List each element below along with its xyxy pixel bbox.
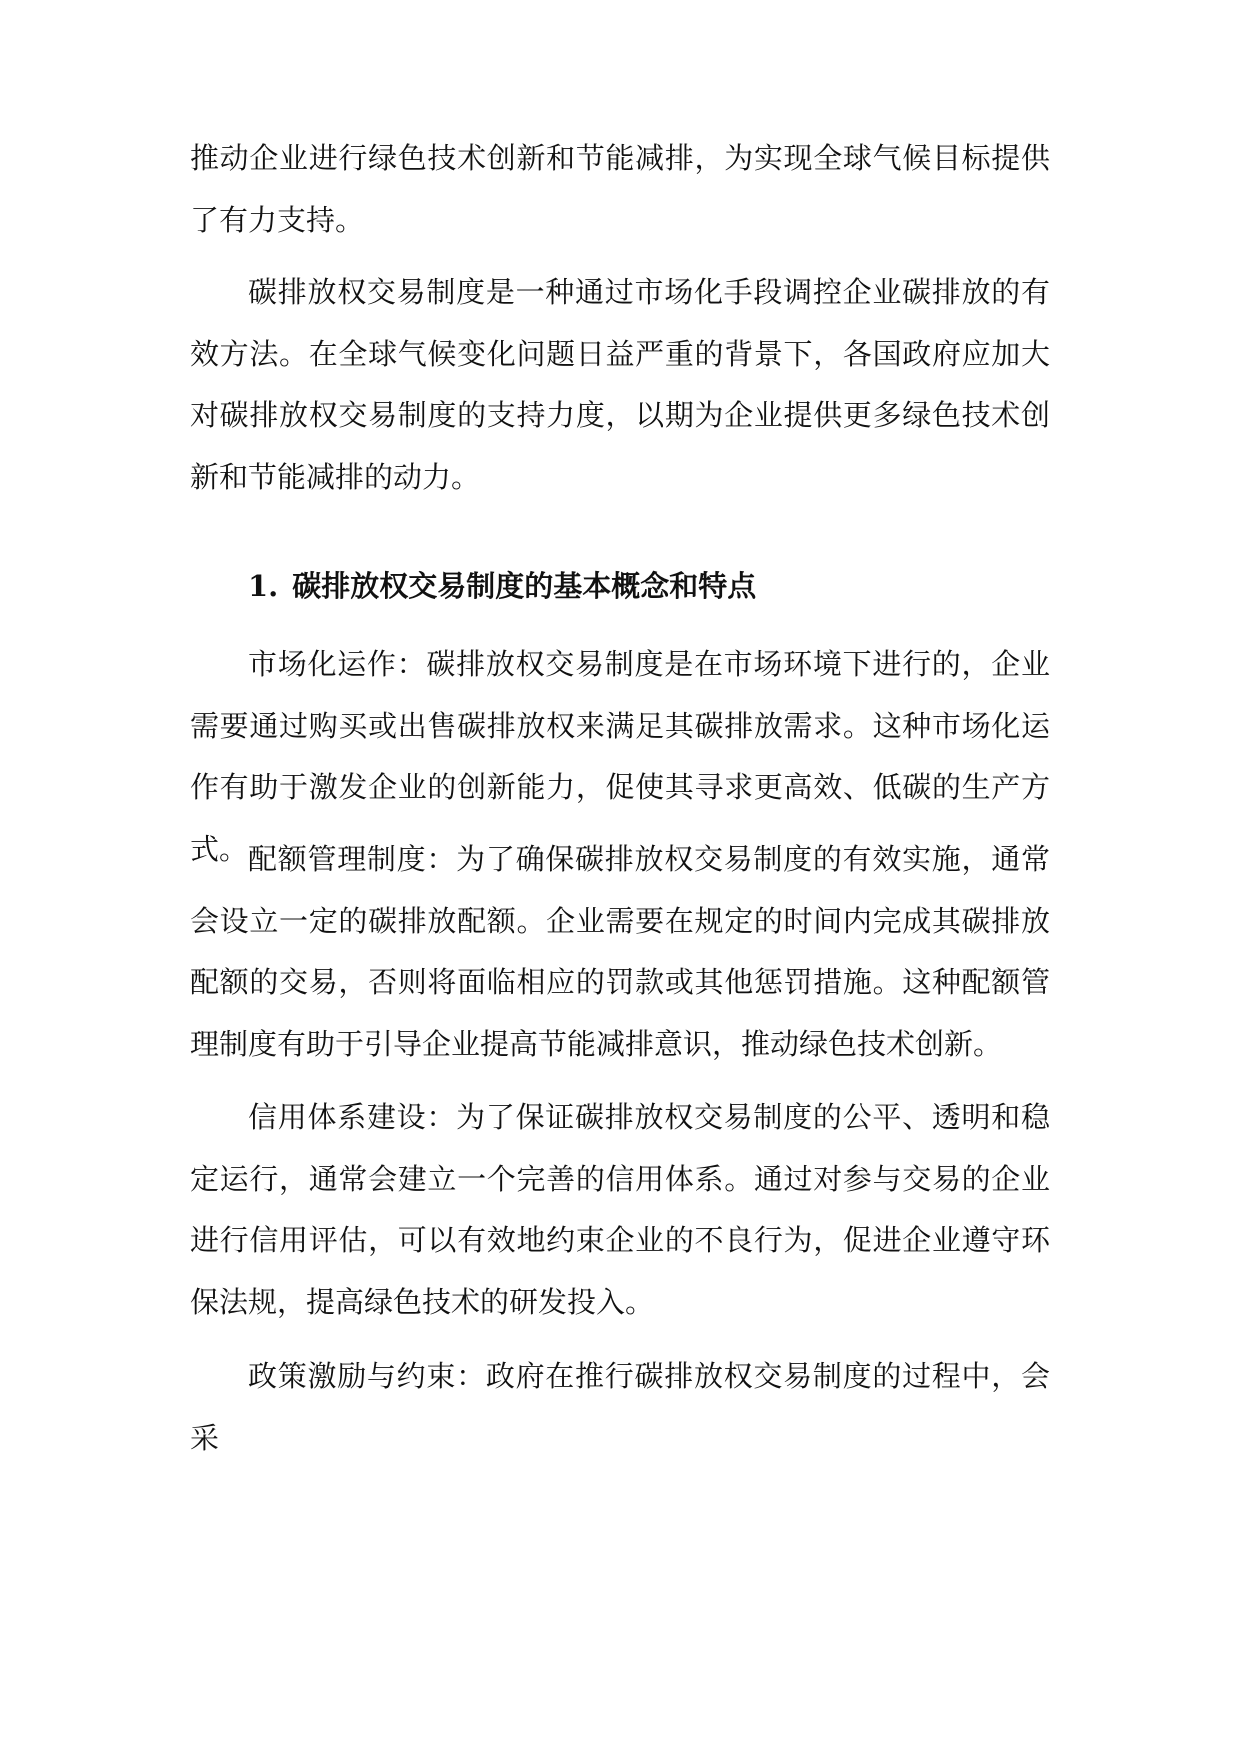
paragraph-quota-management: 配额管理制度：为了确保碳排放权交易制度的有效实施，通常会设立一定的碳排放配额。企业需要在规定的时间内完成其碳排放配额的交易，否则将面临相应的罚款或其他惩罚措施。这种配额管理制度有助于引导企业提高节能减排意识，推动绿色技术创新。 — [190, 842, 1050, 1061]
paragraph-policy-incentives: 政策激励与约束：政府在推行碳排放权交易制度的过程中，会采 — [190, 1359, 1050, 1455]
paragraph-continuation: 推动企业进行绿色技术创新和节能减排，为实现全球气候目标提供了有力支持。 — [190, 141, 1050, 237]
section-title: 碳排放权交易制度的基本概念和特点 — [292, 569, 757, 603]
paragraph-intro: 碳排放权交易制度是一种通过市场化手段调控企业碳排放的有效方法。在全球气候变化问题日益严重的背景下，各国政府应加大对碳排放权交易制度的支持力度，以期为企业提供更多绿色技术创新和节能减排的动力。 — [190, 275, 1050, 494]
paragraph-market-operation: 市场化运作：碳排放权交易制度是在市场环境下进行的，企业需要通过购买或出售碳排放权来满足其碳排放需求。这种市场化运作有助于激发企业的创新能力，促使其寻求更高效、低碳的生产方式。 — [190, 647, 1050, 866]
paragraph-credit-system: 信用体系建设：为了保证碳排放权交易制度的公平、透明和稳定运行，通常会建立一个完善的信用体系。通过对参与交易的企业进行信用评估，可以有效地约束企业的不良行为，促进企业遵守环保法规，提高绿色技术的研发投入。 — [190, 1100, 1050, 1319]
section-heading — [248, 556, 1048, 618]
section-number: 1. — [248, 569, 279, 603]
